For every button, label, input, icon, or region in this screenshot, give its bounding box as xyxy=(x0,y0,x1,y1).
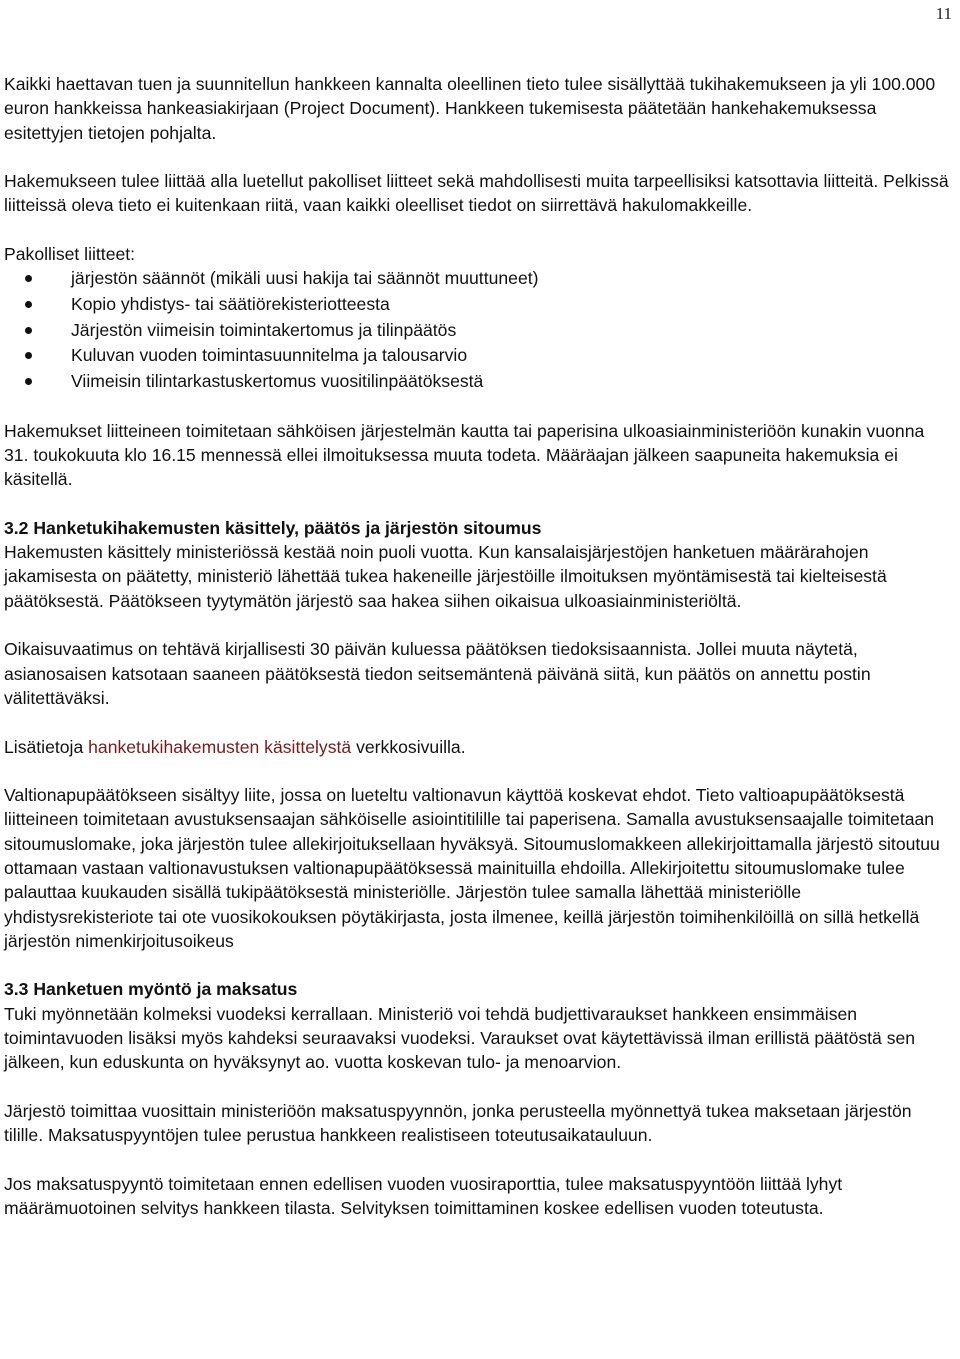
more-info-prefix: Lisätietoja xyxy=(4,736,89,757)
bullet-icon xyxy=(25,352,32,359)
attachments-heading: Pakolliset liitteet: xyxy=(4,244,136,265)
attachments-paragraph: Hakemukseen tulee liittää alla luetellut pakolliset liitteet sekä mahdollisesti muita tarpeellisiksi katsottavia liitteitä. Pelkissä liitteissä oleva tieto ei kuitenkaan riitä, vaan kaikki oleelliset tiedot on siirrettävä hakulomakkeille. xyxy=(4,171,949,216)
more-info-suffix: verkkosivuilla. xyxy=(351,736,466,757)
report-paragraph: Jos maksatuspyyntö toimitetaan ennen edellisen vuoden vuosiraporttia, tulee maksatuspyyntöön liittää lyhyt määrämuotoinen selvitys hankkeen tilasta. Selvityksen toimittaminen koskee edellisen vuoden toteutusta. xyxy=(4,1173,843,1219)
bullet-icon xyxy=(25,378,32,385)
commitment-paragraph: Valtionapupäätökseen sisältyy liite, jossa on lueteltu valtionavun käyttöä koskevat ehdot. Tieto valtioapupäätöksestä liitteineen toimitetaan avustuksensaajan sähköiselle asiointitilille tai paperisena. Samalla avustuksensaajalle toimitetaan sitoumuslomake, joka järjestön tulee allekirjoituksellaan hyväksyä. Sitoumuslomakkeen allekirjoittamalla järjestö sitoutuu ottamaan vastaan valtionavustuksen valtionapupäätöksessä mainituilla ehdoilla. Allekirjoitettu sitoumuslomake tulee palauttaa kuukauden sisällä tukipäätöksestä ministeriölle. Järjestön tulee samalla lähettää ministeriölle yhdistysrekisteriote tai ote vuosikokouksen pöytäkirjasta, josta ilmenee, keillä järjestön toimihenkilöillä on sillä hetkellä järjestön nimenkirjoitusoikeus xyxy=(4,785,940,951)
page-number: 11 xyxy=(935,4,952,23)
list-item xyxy=(4,318,952,344)
appeal-paragraph: Oikaisuvaatimus on tehtävä kirjallisesti 30 päivän kuluessa päätöksen tiedoksisaannista. Jollei muuta näytetä, asianosaisen katsotaan saaneen päätöksestä tiedon seitsemäntenä päivänä siitä, kun päätös on annettu postin välitettäväksi. xyxy=(4,639,871,708)
list-item xyxy=(4,292,952,318)
processing-info-link[interactable]: hanketukihakemusten käsittelystä xyxy=(88,736,352,757)
list-item-text: Järjestön viimeisin toimintakertomus ja tilinpäätös xyxy=(71,319,457,340)
list-item-text: Kuluvan vuoden toimintasuunnitelma ja talousarvio xyxy=(71,345,468,366)
payment-request-paragraph: Järjestö toimittaa vuosittain ministeriöön maksatuspyynnön, jonka perusteella myönnettyä tukea maksetaan järjestön tilille. Maksatuspyyntöjen tulee perustua hankkeen realistiseen toteutusaikatauluun. xyxy=(4,1100,912,1146)
list-item-text: järjestön säännöt (mikäli uusi hakija tai säännöt muuttuneet) xyxy=(71,268,539,289)
list-item xyxy=(4,369,952,395)
list-item xyxy=(4,343,952,369)
bullet-icon xyxy=(25,275,32,282)
bullet-icon xyxy=(25,301,32,308)
intro-paragraph: Kaikki haettavan tuen ja suunnitellun hankkeen kannalta oleellinen tieto tulee sisällyttää tukihakemukseen ja yli 100.000 euron hankkeissa hankeasiakirjaan (Project Document). Hankkeen tukemisesta päätetään hankehakemuksessa esitettyjen tietojen pohjalta. xyxy=(4,74,936,143)
list-item xyxy=(4,266,952,292)
attachments-list xyxy=(4,266,952,394)
document-body xyxy=(4,72,952,1245)
submission-paragraph: Hakemukset liitteineen toimitetaan sähköisen järjestelmän kautta tai paperisina ulkoasiainministeriöön kunakin vuonna 31. toukokuuta klo 16.15 mennessä ellei ilmoituksessa muuta todeta. Määräajan jälkeen saapuneita hakemuksia ei käsitellä. xyxy=(4,420,925,490)
bullet-icon xyxy=(25,327,32,334)
list-item-text: Viimeisin tilintarkastuskertomus vuositilinpäätöksestä xyxy=(71,370,484,391)
list-item-text: Kopio yhdistys- tai säätiörekisteriotteesta xyxy=(71,293,390,314)
section-3-2-heading: 3.2 Hanketukihakemusten käsittely, päätös ja järjestön sitoumus xyxy=(4,517,542,538)
section-3-3-heading: 3.3 Hanketuen myöntö ja maksatus xyxy=(4,979,298,1000)
more-info-paragraph xyxy=(4,735,952,759)
processing-paragraph: Hakemusten käsittely ministeriössä kestää noin puoli vuotta. Kun kansalaisjärjestöjen hanketuen määrärahojen jakamisesta on päätetty, ministeriö lähettää tukea hakeneille järjestöille ilmoituksen myöntämisestä tai kielteisestä päätöksestä. Päätökseen tyytymätön järjestö saa hakea siihen oikaisua ulkoasiainministeriöltä. xyxy=(4,542,887,611)
grant-paragraph: Tuki myönnetään kolmeksi vuodeksi kerrallaan. Ministeriö voi tehdä budjettivaraukset hankkeen ensimmäisen toimintavuoden lisäksi myös kahdeksi seuraavaksi vuodeksi. Varaukset ovat käytettävissä ilman erillistä päätöstä sen jälkeen, kun eduskunta on hyväksynyt ao. vuotta koskevan tulo- ja menoarvion. xyxy=(4,1003,916,1073)
